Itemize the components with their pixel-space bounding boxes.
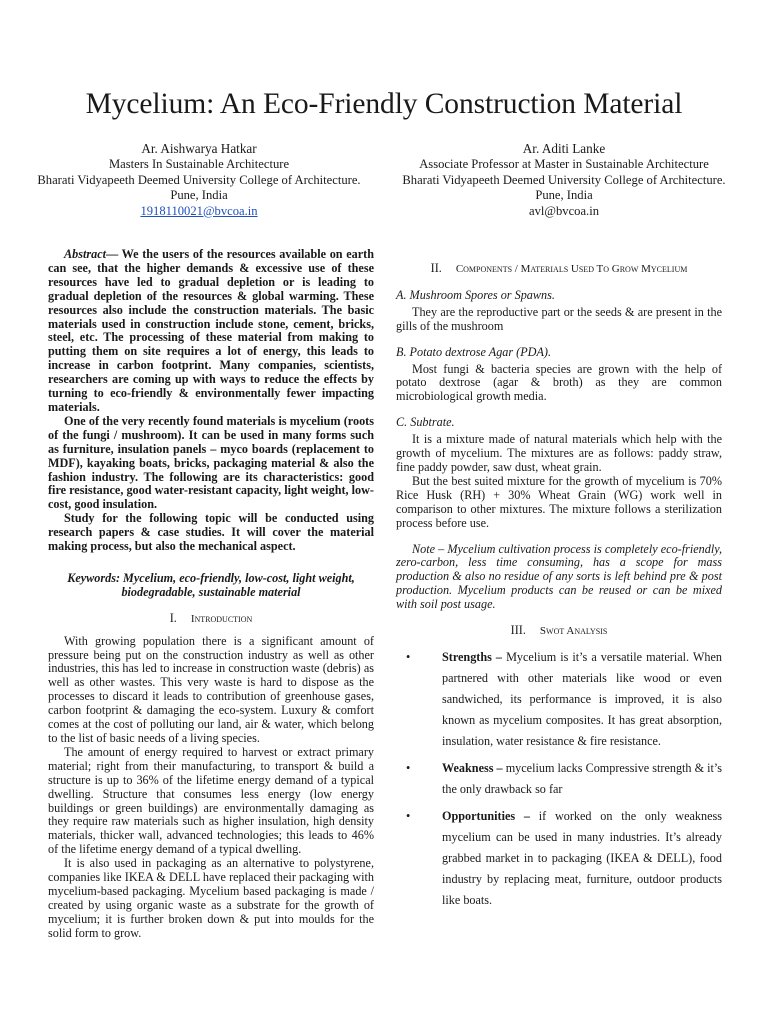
section-title: Swot Analysis (539, 625, 608, 638)
list-item (396, 647, 722, 752)
author-affiliation: Masters In Sustainable Architecture (108, 157, 290, 172)
abstract-label: Abstract (64, 247, 106, 261)
section-heading (396, 262, 722, 277)
section-number: III. (510, 623, 526, 638)
author-location: Pune, India (170, 188, 228, 203)
abstract-paragraph: One of the very recently found materials is mycelium (roots of the fungi / mushroom). It can be used in many forms such as furniture, insulation panels – myco boards (replacement to MDF), kayaking boats, bricks, packaging material & also the fashion industry. The following are its characteristics: good fire resistance, good water-resistant capacity, light weight, low-cost, good insulation. (48, 413, 374, 512)
bullet-icon: • (406, 760, 411, 775)
subsection-heading: A. Mushroom Spores or Spawns. (396, 287, 555, 302)
abstract (48, 248, 374, 554)
abstract-paragraph: Study for the following topic will be conducted using research papers & case studies. It will cover the material making process, but also the mechanical aspect. (48, 511, 374, 554)
body-paragraph: They are the reproductive part or the seeds & are present in the gills of the mushroom (396, 304, 722, 333)
section-title: Introduction (190, 612, 253, 625)
body-paragraph: But the best suited mixture for the growth of mycelium is 70% Rice Husk (RH) + 30% Wheat Grain (WG) work well in comparison to other mixtures. The mixture follows a sterilization process before use. (396, 473, 722, 530)
author-email: avl@bvcoa.in (529, 203, 599, 218)
author-institution: Bharati Vidyapeeth Deemed University College of Architecture. (37, 172, 361, 187)
swot-text: if worked on the only weakness mycelium can be used in many industries. It’s already grabbed market in to packaging (IKEA & DELL), food industry by replacing meat, furniture, outdoor products like boats. (442, 808, 723, 907)
author-institution: Bharati Vidyapeeth Deemed University College of Architecture. (402, 172, 726, 187)
note-paragraph: Note – Mycelium cultivation process is completely eco-friendly, zero-carbon, less time consuming, has a scope for mass production & also no residue of any sorts is left behind pre & post production. Mycelium products can be reused or can be mixed with soil post usage. (396, 541, 722, 612)
author-name: Ar. Aishwarya Hatkar (141, 141, 257, 156)
swot-term: Strengths – (442, 649, 503, 664)
section-heading (396, 624, 722, 639)
swot-text: Mycelium is it’s a versatile material. When partnered with other materials like wood or even sandwiched, its performance is improved, it is also known as mycelium composites. It has great absorption, insulation, water resistance & fire resistance. (442, 649, 723, 748)
section-number: I. (169, 610, 177, 625)
body-paragraph: It is a mixture made of natural materials which help with the growth of mycelium. The mixtures are as follows: paddy straw, fine paddy powder, saw dust, wheat grain. (396, 432, 722, 474)
list-item (396, 758, 722, 800)
body-paragraph: The amount of energy required to harvest or extract primary material; right from their manufacturing, to transport & build a structure is up to 36% of the lifetime energy demand of a typical dwelling. Structure that consumes less energy (low energy buildings or green buildings) are environmentally damaging as they require raw materials such as higher insulation, high density materials, thicker wall, advanced technologies; this leads to 46% of the lifetime energy demand of a typical dwelling. (48, 744, 374, 857)
author-location: Pune, India (535, 188, 593, 203)
bullet-icon: • (406, 649, 411, 664)
subsection-heading: C. Subtrate. (396, 415, 455, 430)
section-heading (48, 612, 374, 627)
author-email-link[interactable]: 1918110021@bvcoa.in (140, 203, 258, 218)
author-block-1 (34, 141, 364, 219)
swot-text: mycelium lacks Compressive strength & it’s the only drawback so far (442, 760, 722, 796)
left-column (48, 248, 374, 941)
swot-term: Opportunities – (442, 808, 530, 823)
abstract-dash: — (105, 247, 122, 261)
list-item (396, 806, 722, 911)
body-paragraph: It is also used in packaging as an alternative to polystyrene, companies like IKEA & DELL have replaced their packaging with mycelium-based packaging. Mycelium based packaging is made / created by using organic waste as a substrate for the growth of mycelium; it is further broken down & put into moulds for the solid form to grow. (48, 856, 374, 940)
section-number: II. (430, 261, 442, 275)
author-affiliation: Associate Professor at Master in Sustainable Architecture (419, 157, 709, 172)
bullet-icon: • (406, 808, 411, 823)
swot-term: Weakness – (442, 760, 503, 775)
author-name: Ar. Aditi Lanke (522, 141, 606, 156)
body-paragraph: Most fungi & bacteria species are grown with the help of potato dextrose (agar & broth) as they are common microbiological growth media. (396, 361, 722, 404)
author-block-2 (399, 141, 729, 219)
paper-title: Mycelium: An Eco-Friendly Construction Material (85, 88, 683, 120)
section-title: Components / Materials Used To Grow Mycelium (455, 263, 688, 275)
body-paragraph: With growing population there is a significant amount of pressure being put on the construction industry as well as other industries, this has led to increase in construction waste (debris) as well as other wastes. This very waste is hard to dispose as the processes to discard it leads to contribution of greenhouse gases, carbon footprint & damaging the eco-system. Luxury & comfort comes at the cost of polluting our land, air & water, which belong to the list of basic needs of a living species. (48, 633, 374, 745)
swot-list (396, 647, 722, 911)
subsection-heading: B. Potato dextrose Agar (PDA). (396, 344, 552, 359)
abstract-paragraph: We the users of the resources available on earth can see, that the higher demands & excessive use of these resources have led to gradual depletion or is leading to gradual depletion of the resources & global warming. These resources also include the construction materials. The basic materials used in construction include stone, cement, bricks, steel, etc. The processing of these material from making to putting them on site requires a lot of energy, this leads to increase in carbon footprint. Many companies, scientists, researchers are coming up with ways to reduce the effects by turning to eco-friendly & environmentally fewer impacting materials. (48, 247, 374, 414)
right-column (396, 248, 722, 917)
keywords: Keywords: Mycelium, eco-friendly, low-cost, light weight, biodegradable, sustainable material (67, 570, 355, 599)
